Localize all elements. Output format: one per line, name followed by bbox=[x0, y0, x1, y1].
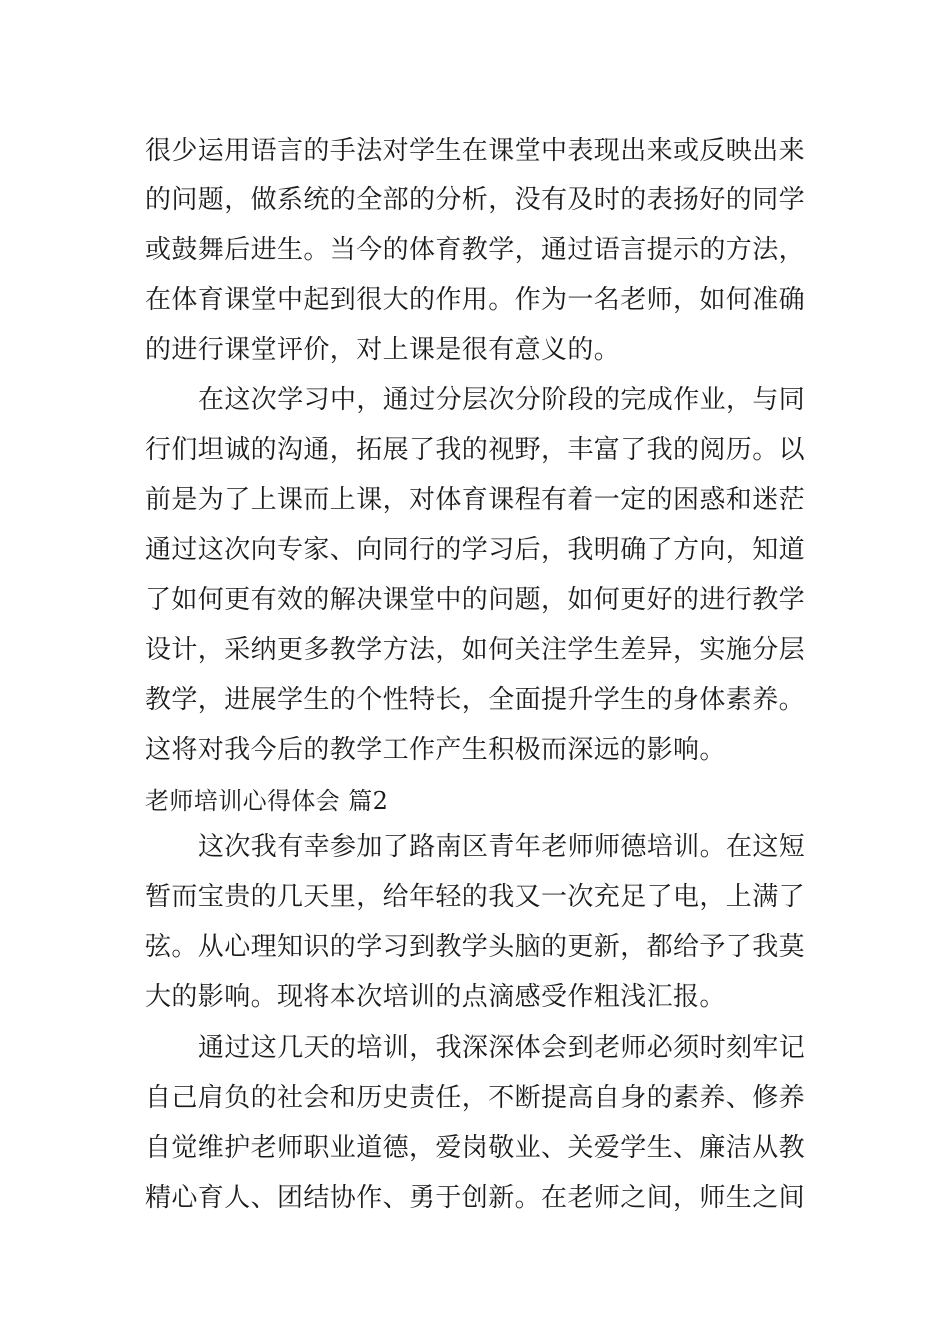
paragraph-line: 的问题，做系统的全部的分析，没有及时的表扬好的同学 bbox=[145, 185, 806, 215]
section-heading: 老师培训心得体会 篇2 bbox=[145, 787, 389, 815]
paragraph-line: 在体育课堂中起到很大的作用。作为一名老师，如何准确 bbox=[145, 285, 806, 315]
paragraph-line: 大的影响。现将本次培训的点滴感受作粗浅汇报。 bbox=[145, 982, 726, 1012]
paragraph-line: 这次我有幸参加了路南区青年老师师德培训。在这短 bbox=[198, 832, 806, 862]
paragraph-line: 前是为了上课而上课，对体育课程有着一定的困惑和迷茫 bbox=[145, 485, 806, 515]
paragraph-line: 行们坦诚的沟通，拓展了我的视野，丰富了我的阅历。以 bbox=[145, 435, 806, 465]
paragraph-line: 通过这次向专家、向同行的学习后，我明确了方向，知道 bbox=[145, 535, 806, 565]
paragraph-line: 或鼓舞后进生。当今的体育教学，通过语言提示的方法， bbox=[145, 235, 806, 265]
paragraph-line: 自觉维护老师职业道德，爱岗敬业、关爱学生、廉洁从教 bbox=[145, 1133, 806, 1163]
paragraph-line: 设计，采纳更多教学方法，如何关注学生差异，实施分层 bbox=[145, 635, 806, 665]
paragraph-line: 很少运用语言的手法对学生在课堂中表现出来或反映出来 bbox=[145, 136, 806, 166]
paragraph-line: 的进行课堂评价，对上课是很有意义的。 bbox=[145, 335, 621, 365]
paragraph-line: 暂而宝贵的几天里，给年轻的我又一次充足了电，上满了 bbox=[145, 882, 806, 912]
paragraph-line: 精心育人、团结协作、勇于创新。在老师之间，师生之间 bbox=[145, 1183, 806, 1213]
paragraph-line: 弦。从心理知识的学习到教学头脑的更新，都给予了我莫 bbox=[145, 932, 806, 962]
paragraph-line: 通过这几天的培训，我深深体会到老师必须时刻牢记 bbox=[198, 1033, 806, 1063]
paragraph-line: 在这次学习中，通过分层次分阶段的完成作业，与同 bbox=[198, 385, 806, 415]
paragraph-line: 这将对我今后的教学工作产生积极而深远的影响。 bbox=[145, 735, 726, 765]
paragraph-line: 自己肩负的社会和历史责任，不断提高自身的素养、修养 bbox=[145, 1083, 806, 1113]
paragraph-line: 了如何更有效的解决课堂中的问题，如何更好的进行教学 bbox=[145, 585, 806, 615]
paragraph-line: 教学，进展学生的个性特长，全面提升学生的身体素养。 bbox=[145, 685, 806, 715]
